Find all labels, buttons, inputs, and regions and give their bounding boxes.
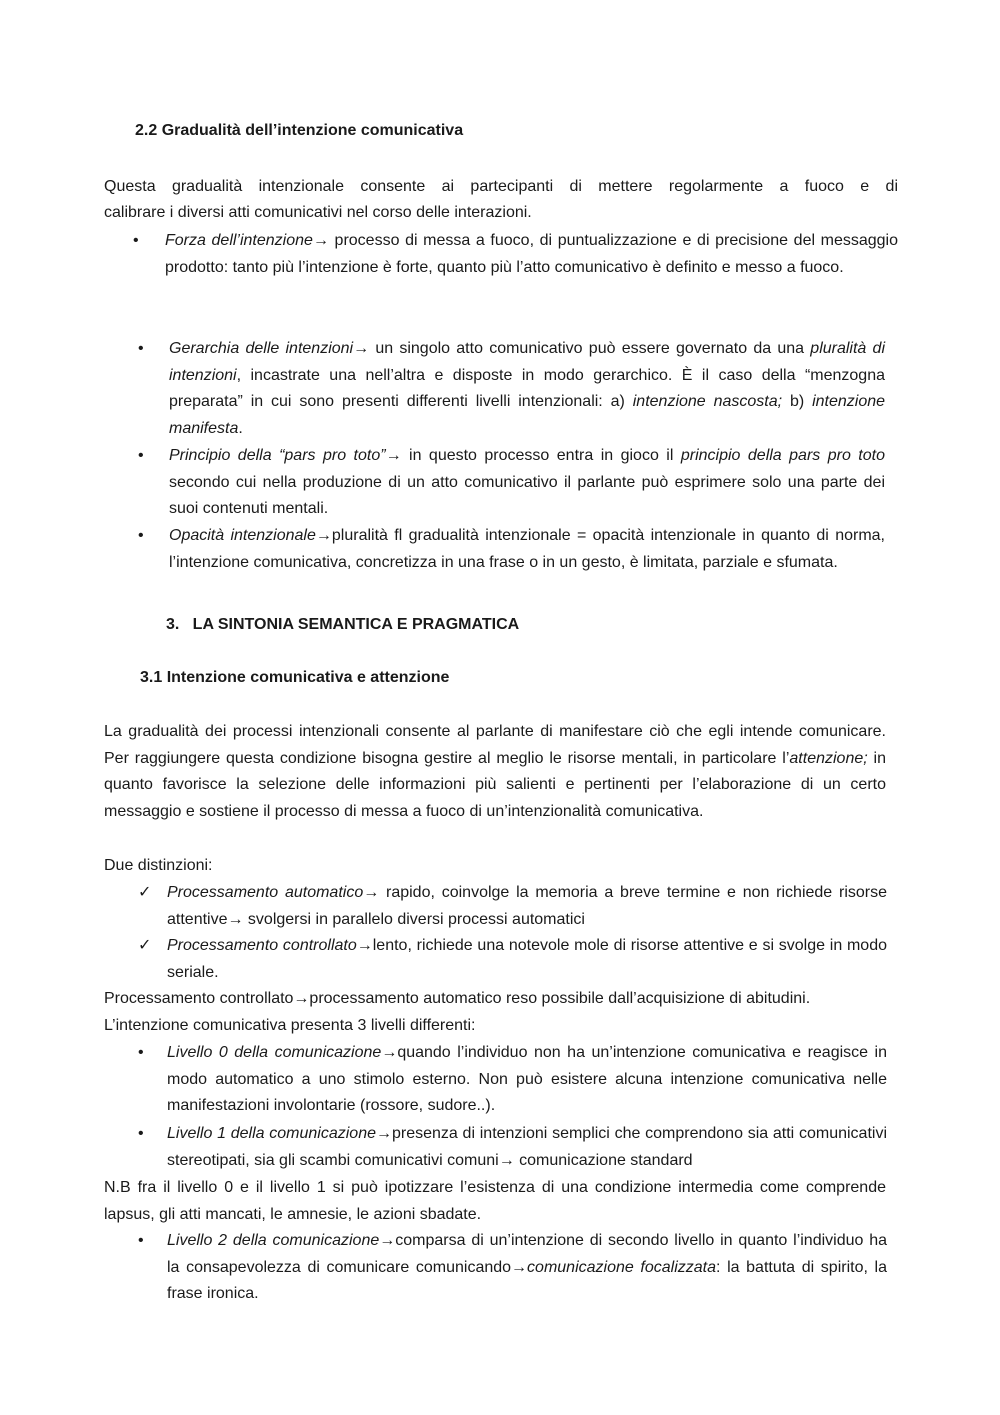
item-italic: comunicazione focalizzata (527, 1258, 716, 1276)
paragraph-attenzione (104, 719, 886, 825)
item-text: processo di messa a fuoco, di puntualizzazione e di precisione del messaggio prodotto: tanto più l’intenzione è forte, quanto più l’atto comunicativo è definito e messo a fuoco. (165, 232, 899, 276)
term: Principio della “pars pro toto” (169, 447, 386, 464)
intro-line-1: Questa gradualità intenzionale consente ai partecipanti di mettere regolarmente a fuoco e di (104, 178, 898, 195)
term: Livello 1 della comunicazione (167, 1125, 376, 1142)
term: Processamento controllato (167, 937, 357, 954)
term: Opacità intenzionale (169, 527, 316, 544)
arrow: → (363, 884, 380, 901)
section-heading-3: 3. LA SINTONIA SEMANTICA E PRAGMATICA (166, 616, 520, 633)
item-italic: intenzione manifesta (169, 393, 886, 437)
item-text: secondo cui nella produzione di un atto comunicativo il parlante può esprimere solo una parte dei suoi contenuti mentali. (169, 473, 885, 518)
paragraph-text: La gradualità dei processi intenzionali consente al parlante di manifestare ciò che egli intende comunicare. Per raggiungere questa condizione bisogna gestire al meglio le risorse mentali, in particolare l’ (104, 723, 886, 767)
paragraph-text: in quanto favorisce la selezione delle informazioni più salienti e pertinenti per l’elaborazione di un certo messaggio e sostiene il processo di messa a fuoco di un’intenzionalità comunicativa. (104, 749, 886, 820)
bullet-marker: • (138, 340, 144, 357)
list-item-forza (165, 228, 898, 281)
item-italic: principio della pars pro toto (680, 447, 885, 464)
list-item-gerarchia (169, 336, 885, 442)
term: Forza dell’intenzione (165, 232, 313, 249)
arrow: → (385, 447, 402, 464)
section-heading-3-1: 3.1 Intenzione comunicativa e attenzione (140, 669, 450, 686)
intro-line-2: calibrare i diversi atti comunicativi nel corso delle interazioni. (104, 204, 532, 221)
list-item-opacita (169, 523, 885, 576)
item-text: rapido, coinvolge la memoria a breve termine e non richiede risorse attentive→ svolgersi in parallelo diversi processi automatici (167, 884, 888, 928)
paragraph-nb: N.B fra il livello 0 e il livello 1 si può ipotizzare l’esistenza di una condizione intermedia come comprende lapsus, gli atti mancati, le amnesie, le azioni sbadate. (104, 1179, 886, 1223)
check-item-automatico (167, 880, 887, 933)
check-item-controllato (167, 933, 887, 986)
line-livelli: L’intenzione comunicativa presenta 3 livelli differenti: (104, 1017, 476, 1034)
list-item-livello-2 (167, 1228, 887, 1308)
arrow: → (379, 1232, 396, 1249)
bullet-marker: • (138, 447, 144, 464)
item-text: quando l’individuo non ha un’intenzione comunicativa e reagisce in modo automatico a uno stimolo esterno. Non può esistere alcuna intenzione comunicativa nelle manifestazioni involontarie (rossore, sudore..). (167, 1044, 888, 1115)
bullet-marker: • (138, 1232, 144, 1249)
term: Processamento automatico (167, 884, 364, 901)
list-item-livello-1 (167, 1121, 887, 1174)
item-text: presenza di intenzioni semplici che comprendono sia atti comunicativi stereotipati, sia gli scambi comunicativi comuni→ comunicazione standard (167, 1125, 888, 1169)
arrow: → (376, 1125, 392, 1142)
bullet-marker: • (138, 1125, 144, 1142)
term: Livello 2 della comunicazione (167, 1232, 380, 1249)
arrow: → (356, 937, 373, 954)
arrow: → (312, 232, 329, 249)
list-item-pars-pro-toto (169, 443, 885, 523)
checkmark-icon: ✓ (138, 884, 152, 901)
item-text: : la battuta di spirito, la frase ironica. (167, 1258, 888, 1303)
term: Gerarchia delle intenzioni (169, 340, 354, 357)
item-text: b) (782, 393, 813, 411)
item-italic: intenzione nascosta; (632, 393, 783, 411)
bullet-marker: • (138, 527, 144, 544)
arrow: → (353, 340, 370, 357)
section-heading-2-2: 2.2 Gradualità dell’intenzione comunicativa (135, 122, 464, 139)
item-text: comparsa di un’intenzione di secondo livello in quanto l’individuo ha la consapevolezza di comunicare comunicando→ (167, 1232, 888, 1276)
item-text: lento, richiede una notevole mole di risorse attentive e si svolge in modo seriale. (167, 937, 887, 981)
item-text: , incastrate una nell’altra e disposte in modo gerarchico. È il caso della “menzogna preparata” in cui sono presenti differenti livelli intenzionali: a) (169, 366, 885, 411)
item-text: un singolo atto comunicativo può essere governato da una (369, 340, 811, 357)
checkmark-icon: ✓ (138, 937, 152, 954)
arrow: → (315, 527, 332, 544)
item-text: . (238, 419, 243, 437)
line-controllato: Processamento controllato→processamento automatico reso possibile dall’acquisizione di abitudini. (104, 990, 811, 1007)
item-text: in questo processo entra in gioco il (401, 447, 681, 464)
due-distinzioni: Due distinzioni: (104, 857, 213, 874)
paragraph-italic: attenzione; (789, 749, 868, 767)
arrow: → (381, 1044, 398, 1061)
bullet-marker: • (138, 1044, 144, 1061)
item-text: pluralità ﬂ gradualità intenzionale = opacità intenzionale in quanto di norma, l’intenzione comunicativa, concretizza in una frase o in un gesto, è limitata, parziale e sfumata. (169, 527, 886, 571)
bullet-marker: • (133, 232, 139, 249)
term: Livello 0 della comunicazione (167, 1044, 382, 1061)
item-italic: pluralità di intenzioni (169, 340, 886, 384)
list-item-livello-0 (167, 1040, 887, 1120)
